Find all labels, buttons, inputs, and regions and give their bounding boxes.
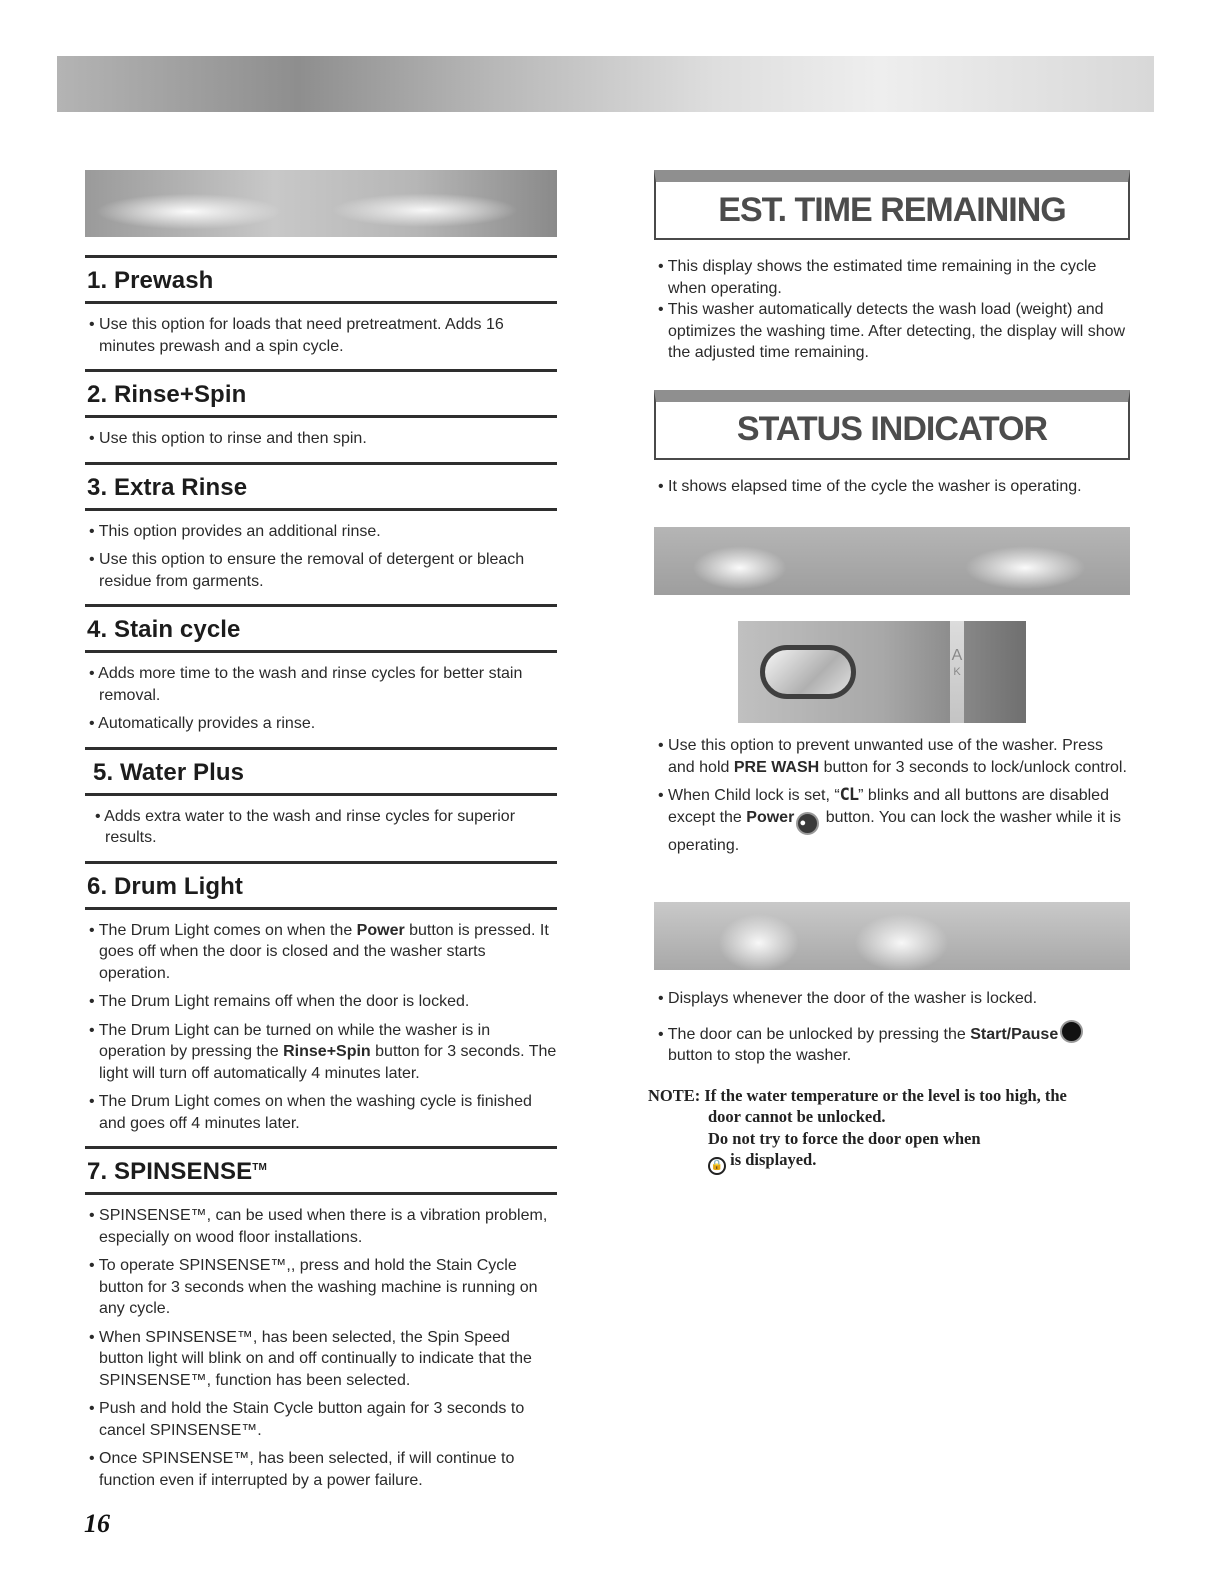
list-item: • Adds extra water to the wash and rinse cycles for superior results. xyxy=(91,806,557,849)
text-run: button for 3 seconds. The light will turn off automatically 4 minutes later. xyxy=(99,1043,557,1082)
power-button-icon: ● xyxy=(796,812,819,835)
list-item: • Displays whenever the door of the washer is locked. xyxy=(654,988,1130,1010)
est-time-bullets xyxy=(654,240,1130,376)
section-water-plus-bullets xyxy=(85,796,557,861)
status-indicator-header xyxy=(654,390,1130,460)
list-item: • The Drum Light remains off when the door is locked. xyxy=(85,991,557,1013)
list-item: • This option provides an additional rinse. xyxy=(85,521,557,543)
section-drum-light-header xyxy=(85,861,557,910)
bold-run: Start/Pause xyxy=(970,1025,1059,1043)
page-number: 16 xyxy=(84,1509,110,1538)
list-item: • Push and hold the Stain Cycle button again for 3 seconds to cancel SPINSENSE™. xyxy=(85,1398,557,1441)
top-header-band xyxy=(57,56,1154,112)
bold-run: Rinse+Spin xyxy=(283,1043,371,1060)
list-item xyxy=(654,1020,1130,1067)
section-title xyxy=(87,1158,555,1186)
list-item: • It shows elapsed time of the cycle the washer is operating. xyxy=(654,476,1130,498)
bold-run: Power xyxy=(356,921,405,939)
status-indicator-bullets xyxy=(654,460,1130,510)
start-pause-button-icon xyxy=(1060,1020,1083,1043)
section-rinse-spin-header xyxy=(85,369,557,418)
text-run: button is pressed. It goes off when the door is closed and the washer starts operation. xyxy=(99,921,549,982)
oval-button-icon xyxy=(760,645,856,699)
panel-letter: A xyxy=(951,647,963,664)
door-lock-icon: 🔒 xyxy=(708,1157,726,1175)
section-spinsense-header xyxy=(85,1146,557,1195)
child-lock-bullets xyxy=(654,723,1130,868)
section-title: 4. Stain cycle xyxy=(87,616,241,643)
panel-letter: K xyxy=(953,666,961,678)
section-prewash-header xyxy=(85,255,557,304)
section-title: EST. TIME REMAINING xyxy=(718,190,1066,229)
text-run: The Drum Light can be turned on while the washer is in operation by pressing the xyxy=(98,1021,491,1060)
section-rinse-spin-bullets xyxy=(85,418,557,462)
list-item xyxy=(654,785,1130,856)
left-column xyxy=(85,255,557,1503)
section-extra-rinse-header xyxy=(85,462,557,511)
list-item: • To operate SPINSENSE™,, press and hold the Stain Cycle button for 3 seconds when the washing machine is running on any cycle. xyxy=(85,1255,557,1320)
list-item: • Adds more time to the wash and rinse cycles for better stain removal. xyxy=(85,663,557,706)
section-stain-cycle-bullets xyxy=(85,653,557,747)
note-label: NOTE: xyxy=(648,1085,701,1105)
list-item xyxy=(85,1020,557,1085)
est-time-header xyxy=(654,170,1130,240)
section-title: 2. Rinse+Spin xyxy=(87,381,247,408)
section-drum-light-bullets xyxy=(85,910,557,1147)
text-run: The door can be unlocked by pressing the xyxy=(667,1025,971,1043)
list-item: • Once SPINSENSE™, has been selected, if will continue to function even if interrupted by a power failure. xyxy=(85,1448,557,1491)
control-panel-image xyxy=(738,621,1026,723)
note-text: is displayed. xyxy=(726,1150,817,1169)
list-item: • Use this option for loads that need pretreatment. Adds 16 minutes prewash and a spin cycle. xyxy=(85,314,557,357)
section-prewash-bullets xyxy=(85,304,557,369)
list-item: • This washer automatically detects the wash load (weight) and optimizes the washing time. After detecting, the display will show the adjusted time remaining. xyxy=(654,299,1130,364)
text-run: button. You can lock the washer while it is operating. xyxy=(668,808,1122,854)
title-text: 7. SPINSENSE xyxy=(87,1158,253,1185)
list-item xyxy=(654,735,1130,778)
list-item xyxy=(85,920,557,985)
text-run: The Drum Light comes on when the xyxy=(98,921,357,939)
section-title: 3. Extra Rinse xyxy=(87,473,248,501)
note-line xyxy=(648,1149,1130,1175)
section-water-plus-header xyxy=(85,747,557,796)
text-run: When Child lock is set, “ xyxy=(668,787,840,804)
options-banner xyxy=(85,170,557,237)
text-run: button for 3 seconds to lock/unlock control. xyxy=(819,758,1127,776)
panel-label-strip xyxy=(950,621,964,723)
section-title: 1. Prewash xyxy=(87,267,214,294)
child-lock-code: CL xyxy=(839,785,859,805)
section-title: STATUS INDICATOR xyxy=(736,410,1048,448)
child-lock-banner xyxy=(654,527,1130,595)
trademark: TM xyxy=(252,1162,267,1173)
list-item: • The Drum Light comes on when the washing cycle is finished and goes off 4 minutes later. xyxy=(85,1091,557,1134)
bold-run: Power xyxy=(746,808,795,826)
list-item: • This display shows the estimated time remaining in the cycle when operating. xyxy=(654,256,1130,299)
list-item: • Automatically provides a rinse. xyxy=(85,713,557,735)
note-text: Do not try to force the door open when xyxy=(708,1128,981,1148)
door-lock-note xyxy=(648,1085,1130,1176)
list-item: • SPINSENSE™, can be used when there is a vibration problem, especially on wood floor installations. xyxy=(85,1205,557,1248)
text-run: button to stop the washer. xyxy=(668,1047,852,1064)
bold-run: PRE WASH xyxy=(733,758,820,776)
section-spinsense-bullets xyxy=(85,1195,557,1503)
list-item: • Use this option to rinse and then spin. xyxy=(85,428,557,450)
text-run: ” blinks and all buttons are disabled except the xyxy=(668,787,1109,826)
list-item: • When SPINSENSE™, has been selected, the Spin Speed button light will blink on and off continually to indicate that the SPINSENSE™, function has been selected. xyxy=(85,1327,557,1392)
door-lock-bullets xyxy=(654,970,1130,1079)
section-stain-cycle-header xyxy=(85,604,557,653)
section-title: 5. Water Plus xyxy=(93,758,245,786)
list-item: • Use this option to ensure the removal of detergent or bleach residue from garments. xyxy=(85,549,557,592)
section-title: 6. Drum Light xyxy=(87,872,243,900)
note-text: door cannot be unlocked. xyxy=(708,1107,886,1126)
text-run: Use this option to prevent unwanted use of the washer. Press and hold xyxy=(668,737,1103,776)
section-extra-rinse-bullets xyxy=(85,511,557,605)
right-column xyxy=(648,170,1130,1175)
door-lock-banner xyxy=(654,902,1130,970)
note-text: If the water temperature or the level is too high, the xyxy=(700,1085,1067,1105)
